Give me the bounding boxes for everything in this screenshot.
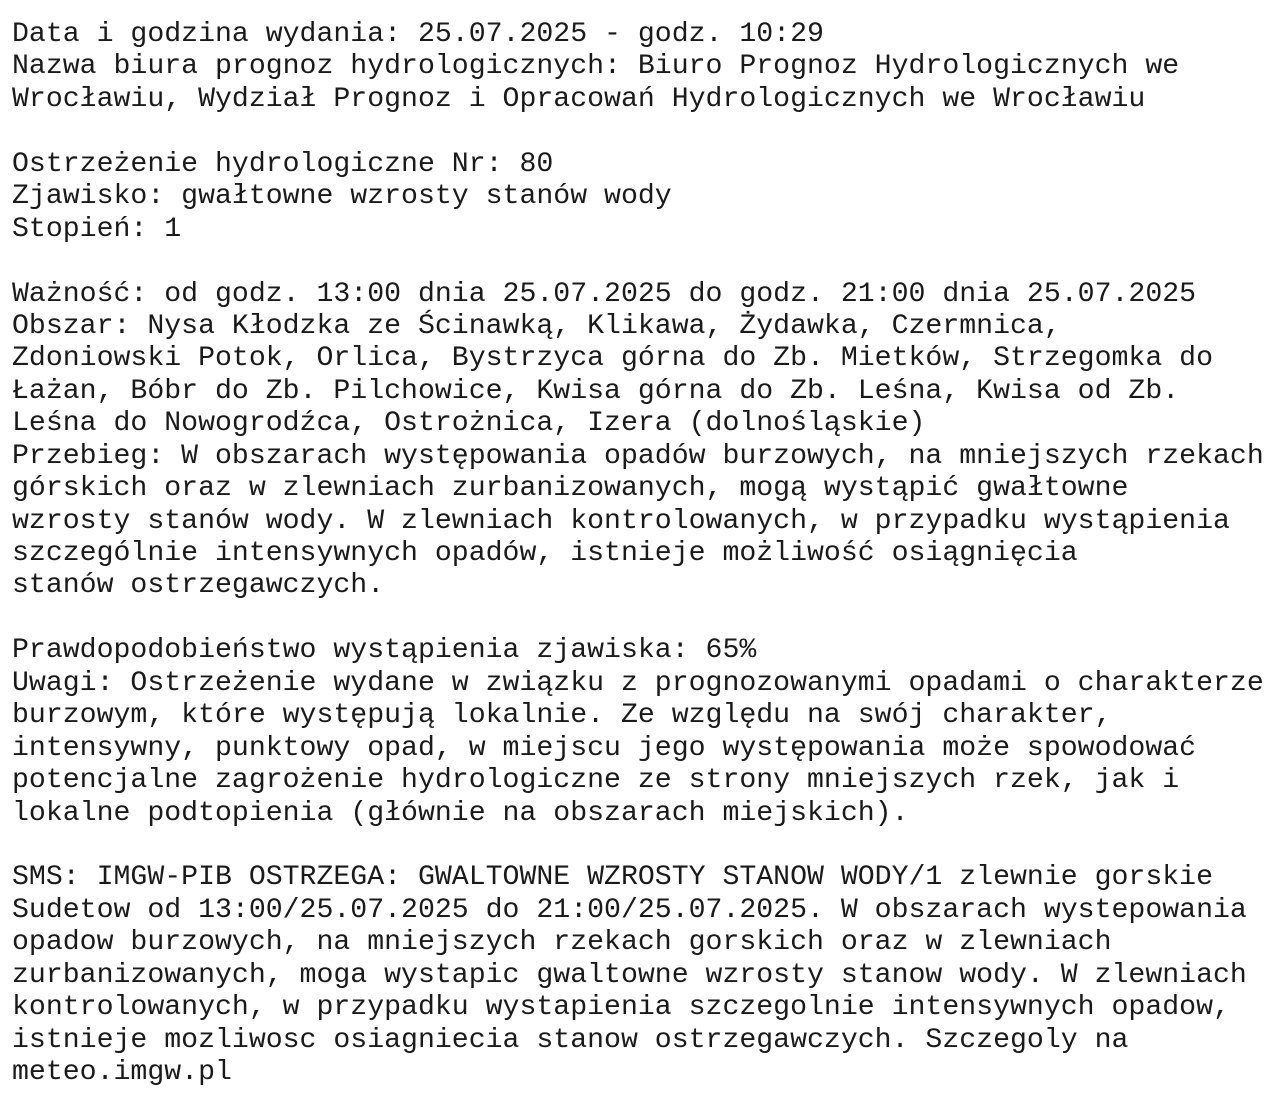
remarks-line: intensywny, punktowy opad, w miejscu jego występowania może spowodować bbox=[12, 732, 1197, 764]
remarks-line: burzowym, które występują lokalnie. Ze względu na swój charakter, bbox=[12, 700, 1112, 732]
area-line: Zdoniowski Potok, Orlica, Bystrzyca górna do Zb. Mietków, Strzegomka do bbox=[12, 343, 1213, 375]
sms-line: kontrolowanych, w przypadku wystapienia szczegolnie intensywnych opadow, bbox=[12, 992, 1230, 1024]
sms-line: opadow burzowych, na mniejszych rzekach gorskich oraz w zlewniach bbox=[12, 927, 1112, 959]
area-line: Leśna do Nowogrodźca, Ostrożnica, Izera (dolnośląskie) bbox=[12, 408, 926, 440]
course-line: Przebieg: W obszarach występowania opadów burzowych, na mniejszych rzekach bbox=[12, 440, 1264, 472]
remarks-line: lokalne podtopienia (głównie na obszarach miejskich). bbox=[12, 797, 909, 829]
course-line: stanów ostrzegawczych. bbox=[12, 570, 385, 602]
office-name-line: Nazwa biura prognoz hydrologicznych: Biuro Prognoz Hydrologicznych we bbox=[12, 51, 1180, 83]
sms-line: istnieje mozliwosc osiagniecia stanow ostrzegawczych. Szczegoly na bbox=[12, 1024, 1129, 1056]
sms-line: meteo.imgw.pl bbox=[12, 1057, 232, 1088]
spacer bbox=[12, 830, 1280, 862]
remarks-line: potencjalne zagrożenie hydrologiczne ze strony mniejszych rzek, jak i bbox=[12, 765, 1180, 797]
course-line: szczególnie intensywnych opadów, istnieje możliwość osiągnięcia bbox=[12, 538, 1078, 569]
area-line: Obszar: Nysa Kłodzka ze Ścinawką, Klikawa, Żydawka, Czermnica, bbox=[12, 310, 1061, 342]
warning-section bbox=[12, 149, 1280, 246]
office-name-line: Wrocławiu, Wydział Prognoz i Opracowań Hydrologicznych we Wrocławiu bbox=[12, 83, 1146, 115]
sms-line: SMS: IMGW-PIB OSTRZEGA: GWALTOWNE WZROSTY STANOW WODY/1 zlewnie gorskie bbox=[12, 862, 1213, 894]
hydrological-warning-document bbox=[12, 19, 1280, 1089]
probability-remarks-section bbox=[12, 635, 1280, 830]
spacer bbox=[12, 246, 1280, 278]
issue-datetime: Data i godzina wydania: 25.07.2025 - godz. 10:29 bbox=[12, 19, 824, 50]
spacer bbox=[12, 603, 1280, 635]
sms-section bbox=[12, 862, 1280, 1089]
area-line: Łażan, Bóbr do Zb. Pilchowice, Kwisa górna do Zb. Leśna, Kwisa od Zb. bbox=[12, 375, 1180, 407]
probability: Prawdopodobieństwo wystąpienia zjawiska: 65% bbox=[12, 635, 757, 667]
details-section bbox=[12, 279, 1280, 603]
course-line: wzrosty stanów wody. W zlewniach kontrolowanych, w przypadku wystąpienia bbox=[12, 505, 1230, 537]
warning-number: Ostrzeżenie hydrologiczne Nr: 80 bbox=[12, 148, 554, 180]
warning-phenomenon: Zjawisko: gwałtowne wzrosty stanów wody bbox=[12, 181, 672, 213]
sms-line: zurbanizowanych, moga wystapic gwaltowne wzrosty stanow wody. W zlewniach bbox=[12, 959, 1247, 991]
spacer bbox=[12, 116, 1280, 148]
remarks-line: Uwagi: Ostrzeżenie wydane w związku z prognozowanymi opadami o charakterze bbox=[12, 667, 1264, 699]
course-line: górskich oraz w zlewniach zurbanizowanych, mogą wystąpić gwałtowne bbox=[12, 473, 1129, 505]
header-section bbox=[12, 19, 1280, 116]
validity-period: Ważność: od godz. 13:00 dnia 25.07.2025 do godz. 21:00 dnia 25.07.2025 bbox=[12, 278, 1197, 310]
sms-line: Sudetow od 13:00/25.07.2025 do 21:00/25.07.2025. W obszarach wystepowania bbox=[12, 894, 1247, 926]
warning-degree: Stopień: 1 bbox=[12, 213, 182, 245]
